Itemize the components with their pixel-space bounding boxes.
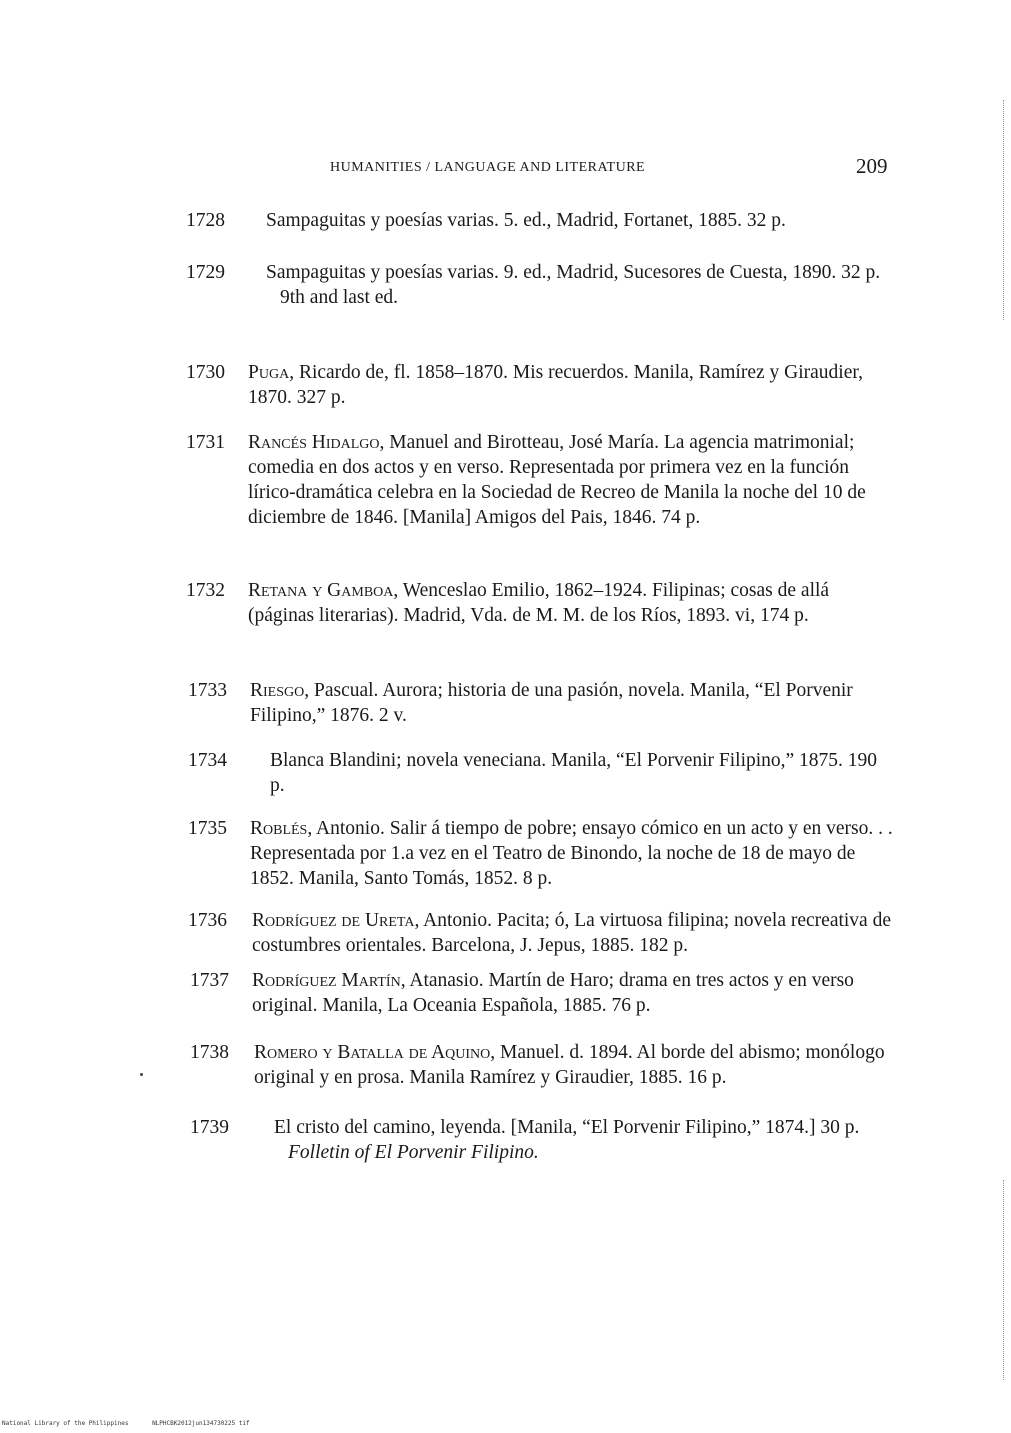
- stray-mark: [140, 1073, 143, 1076]
- footer-file-id: NLPHCBK2012jun134730225 tif: [152, 1420, 250, 1427]
- entry-author: Puga: [248, 362, 290, 383]
- running-header: HUMANITIES / LANGUAGE AND LITERATURE: [330, 160, 646, 175]
- scan-footer: [2, 1420, 270, 1427]
- entry-number: 1731: [186, 432, 225, 453]
- entry-body: El cristo del camino, leyenda. [Manila, “El Porvenir Filipino,” 1874.] 30 p.: [274, 1117, 860, 1138]
- entry-body: Sampaguitas y poesías varias. 5. ed., Madrid, Fortanet, 1885. 32 p.: [266, 210, 786, 231]
- entry-number: 1734: [188, 750, 227, 771]
- entry-text: [274, 1115, 896, 1165]
- scan-edge-mark: [1003, 100, 1005, 320]
- entry-number: 1738: [190, 1042, 229, 1063]
- entry-number: 1736: [188, 910, 227, 931]
- entry-number: 1728: [186, 210, 225, 231]
- entry-number: 1730: [186, 362, 225, 383]
- entry-number: 1737: [190, 970, 229, 991]
- entry-body: Sampaguitas y poesías varias. 9. ed., Madrid, Sucesores de Cuesta, 1890. 32 p.: [266, 262, 881, 283]
- entry-body: Blanca Blandini; novela veneciana. Manila, “El Porvenir Filipino,” 1875. 190 p.: [270, 750, 878, 796]
- entry-author: Romero y Batalla de Aquino: [254, 1042, 491, 1063]
- entry-note: 9th and last ed.: [280, 287, 399, 308]
- entry-text: [254, 1040, 898, 1090]
- entry-text: [266, 260, 892, 310]
- entry-text: [266, 208, 892, 233]
- entry-text: [252, 968, 896, 1018]
- entry-text: [270, 748, 896, 798]
- entry-body: , Manuel. d. 1894. Al borde del abismo; monólogo original y en prosa. Manila Ramírez y Giraudier, 1885. 16 p.: [254, 1042, 885, 1088]
- entry-body: , Wenceslao Emilio, 1862–1924. Filipinas; cosas de allá (páginas literarias). Madrid, Vda. de M. M. de los Ríos, 1893. vi, 174 p.: [248, 580, 830, 626]
- entry-number: 1739: [190, 1117, 229, 1138]
- entry-body: , Atanasio. Martín de Haro; drama en tres actos y en verso original. Manila, La Oceania Española, 1885. 76 p.: [252, 970, 854, 1016]
- entry-body: , Antonio. Pacita; ó, La virtuosa filipina; novela recreativa de costumbres orientales. Barcelona, J. Jepus, 1885. 182 p.: [252, 910, 891, 956]
- entry-text: [250, 816, 894, 891]
- entry-note: Folletin of El Porvenir Filipino.: [288, 1142, 539, 1163]
- entry-number: 1732: [186, 580, 225, 601]
- entry-number: 1733: [188, 680, 227, 701]
- entry-author: Retana y Gamboa: [248, 580, 394, 601]
- entry-body: , Manuel and Birotteau, José María. La agencia matrimonial; comedia en dos actos y en verso. Representada por primera vez en la función lírico-dramática celebra en la Sociedad de Recreo de Manila la noche del 10 de diciembre de 1846. [Manila] Amigos del Pais, 1846. 74 p.: [248, 432, 866, 528]
- entry-author: Riesgo: [250, 680, 305, 701]
- entry-body: , Antonio. Salir á tiempo de pobre; ensayo cómico en un acto y en verso. . . Representada por 1.a vez en el Teatro de Binondo, la noche de 18 de mayo de 1852. Manila, Santo Tomás, 1852. 8 p.: [250, 818, 893, 889]
- entry-author: Rancés Hidalgo: [248, 432, 380, 453]
- entry-text: [248, 360, 874, 410]
- entry-text: [250, 678, 894, 728]
- entry-author: Roblés: [250, 818, 308, 839]
- scan-edge-mark: [1003, 1180, 1005, 1380]
- entry-author: Rodríguez de Ureta: [252, 910, 415, 931]
- entry-text: [252, 908, 896, 958]
- entry-author: Rodríguez Martín: [252, 970, 401, 991]
- page-number: 209: [856, 154, 888, 178]
- entry-text: [248, 578, 892, 628]
- entry-body: , Ricardo de, fl. 1858–1870. Mis recuerdos. Manila, Ramírez y Giraudier, 1870. 327 p.: [248, 362, 863, 408]
- entry-number: 1735: [188, 818, 227, 839]
- entry-text: [248, 430, 888, 530]
- footer-library: National Library of the Philippines: [2, 1420, 129, 1427]
- entry-number: 1729: [186, 262, 225, 283]
- entry-body: , Pascual. Aurora; historia de una pasión, novela. Manila, “El Porvenir Filipino,” 1876. 2 v.: [250, 680, 853, 726]
